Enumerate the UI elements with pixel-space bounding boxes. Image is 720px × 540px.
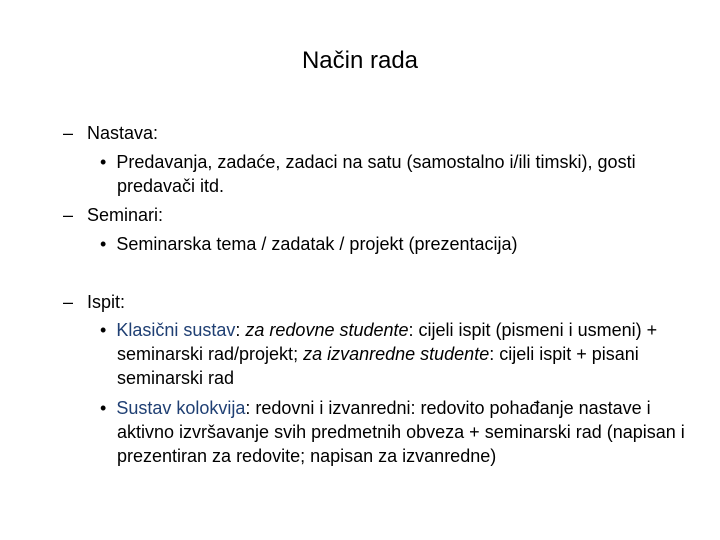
bullet-text: Seminarska tema / zadatak / projekt (prezentacija) [116,234,518,254]
dash-marker: – [63,123,74,143]
bullet-item [100,232,697,256]
bullet-text: Predavanja, zadaće, zadaci na satu (samostalno i/ili timski), gosti predavači itd. [116,152,636,196]
bullet-marker: • [100,320,107,340]
bullet-text: : cijeli ispit (pismeni i usmeni) + seminarski rad/projekt; [117,320,658,364]
slide-title: Način rada [301,47,419,74]
section-ispit [63,290,125,314]
section-label: Ispit: [87,292,126,312]
section-label: Nastava: [87,123,159,143]
section-label: Seminari: [87,205,164,225]
section-seminari [63,203,163,227]
bullet-text: : cijeli ispit + pisani seminarski rad [117,344,639,388]
bullet-term: Klasični sustav [116,320,236,340]
section-nastava [63,121,158,145]
bullet-emphasis: za redovne studente [245,320,409,340]
bullet-item-klasicni [100,318,697,390]
dash-marker: – [63,205,74,225]
bullet-marker: • [100,398,107,418]
bullet-text: : [235,320,246,340]
bullet-emphasis: za izvanredne studente [303,344,490,364]
bullet-term: Sustav kolokvija [116,398,246,418]
bullet-text: : redovni i izvanredni: redovito pohađanje nastave i aktivno izvršavanje svih predmetnih obveza + seminarski rad (napisan i prezentiran za redovite; napisan za izvanredne) [117,398,685,466]
bullet-marker: • [100,152,107,172]
bullet-item [100,150,697,198]
bullet-marker: • [100,234,107,254]
bullet-item-kolokvij [100,396,697,468]
dash-marker: – [63,292,74,312]
